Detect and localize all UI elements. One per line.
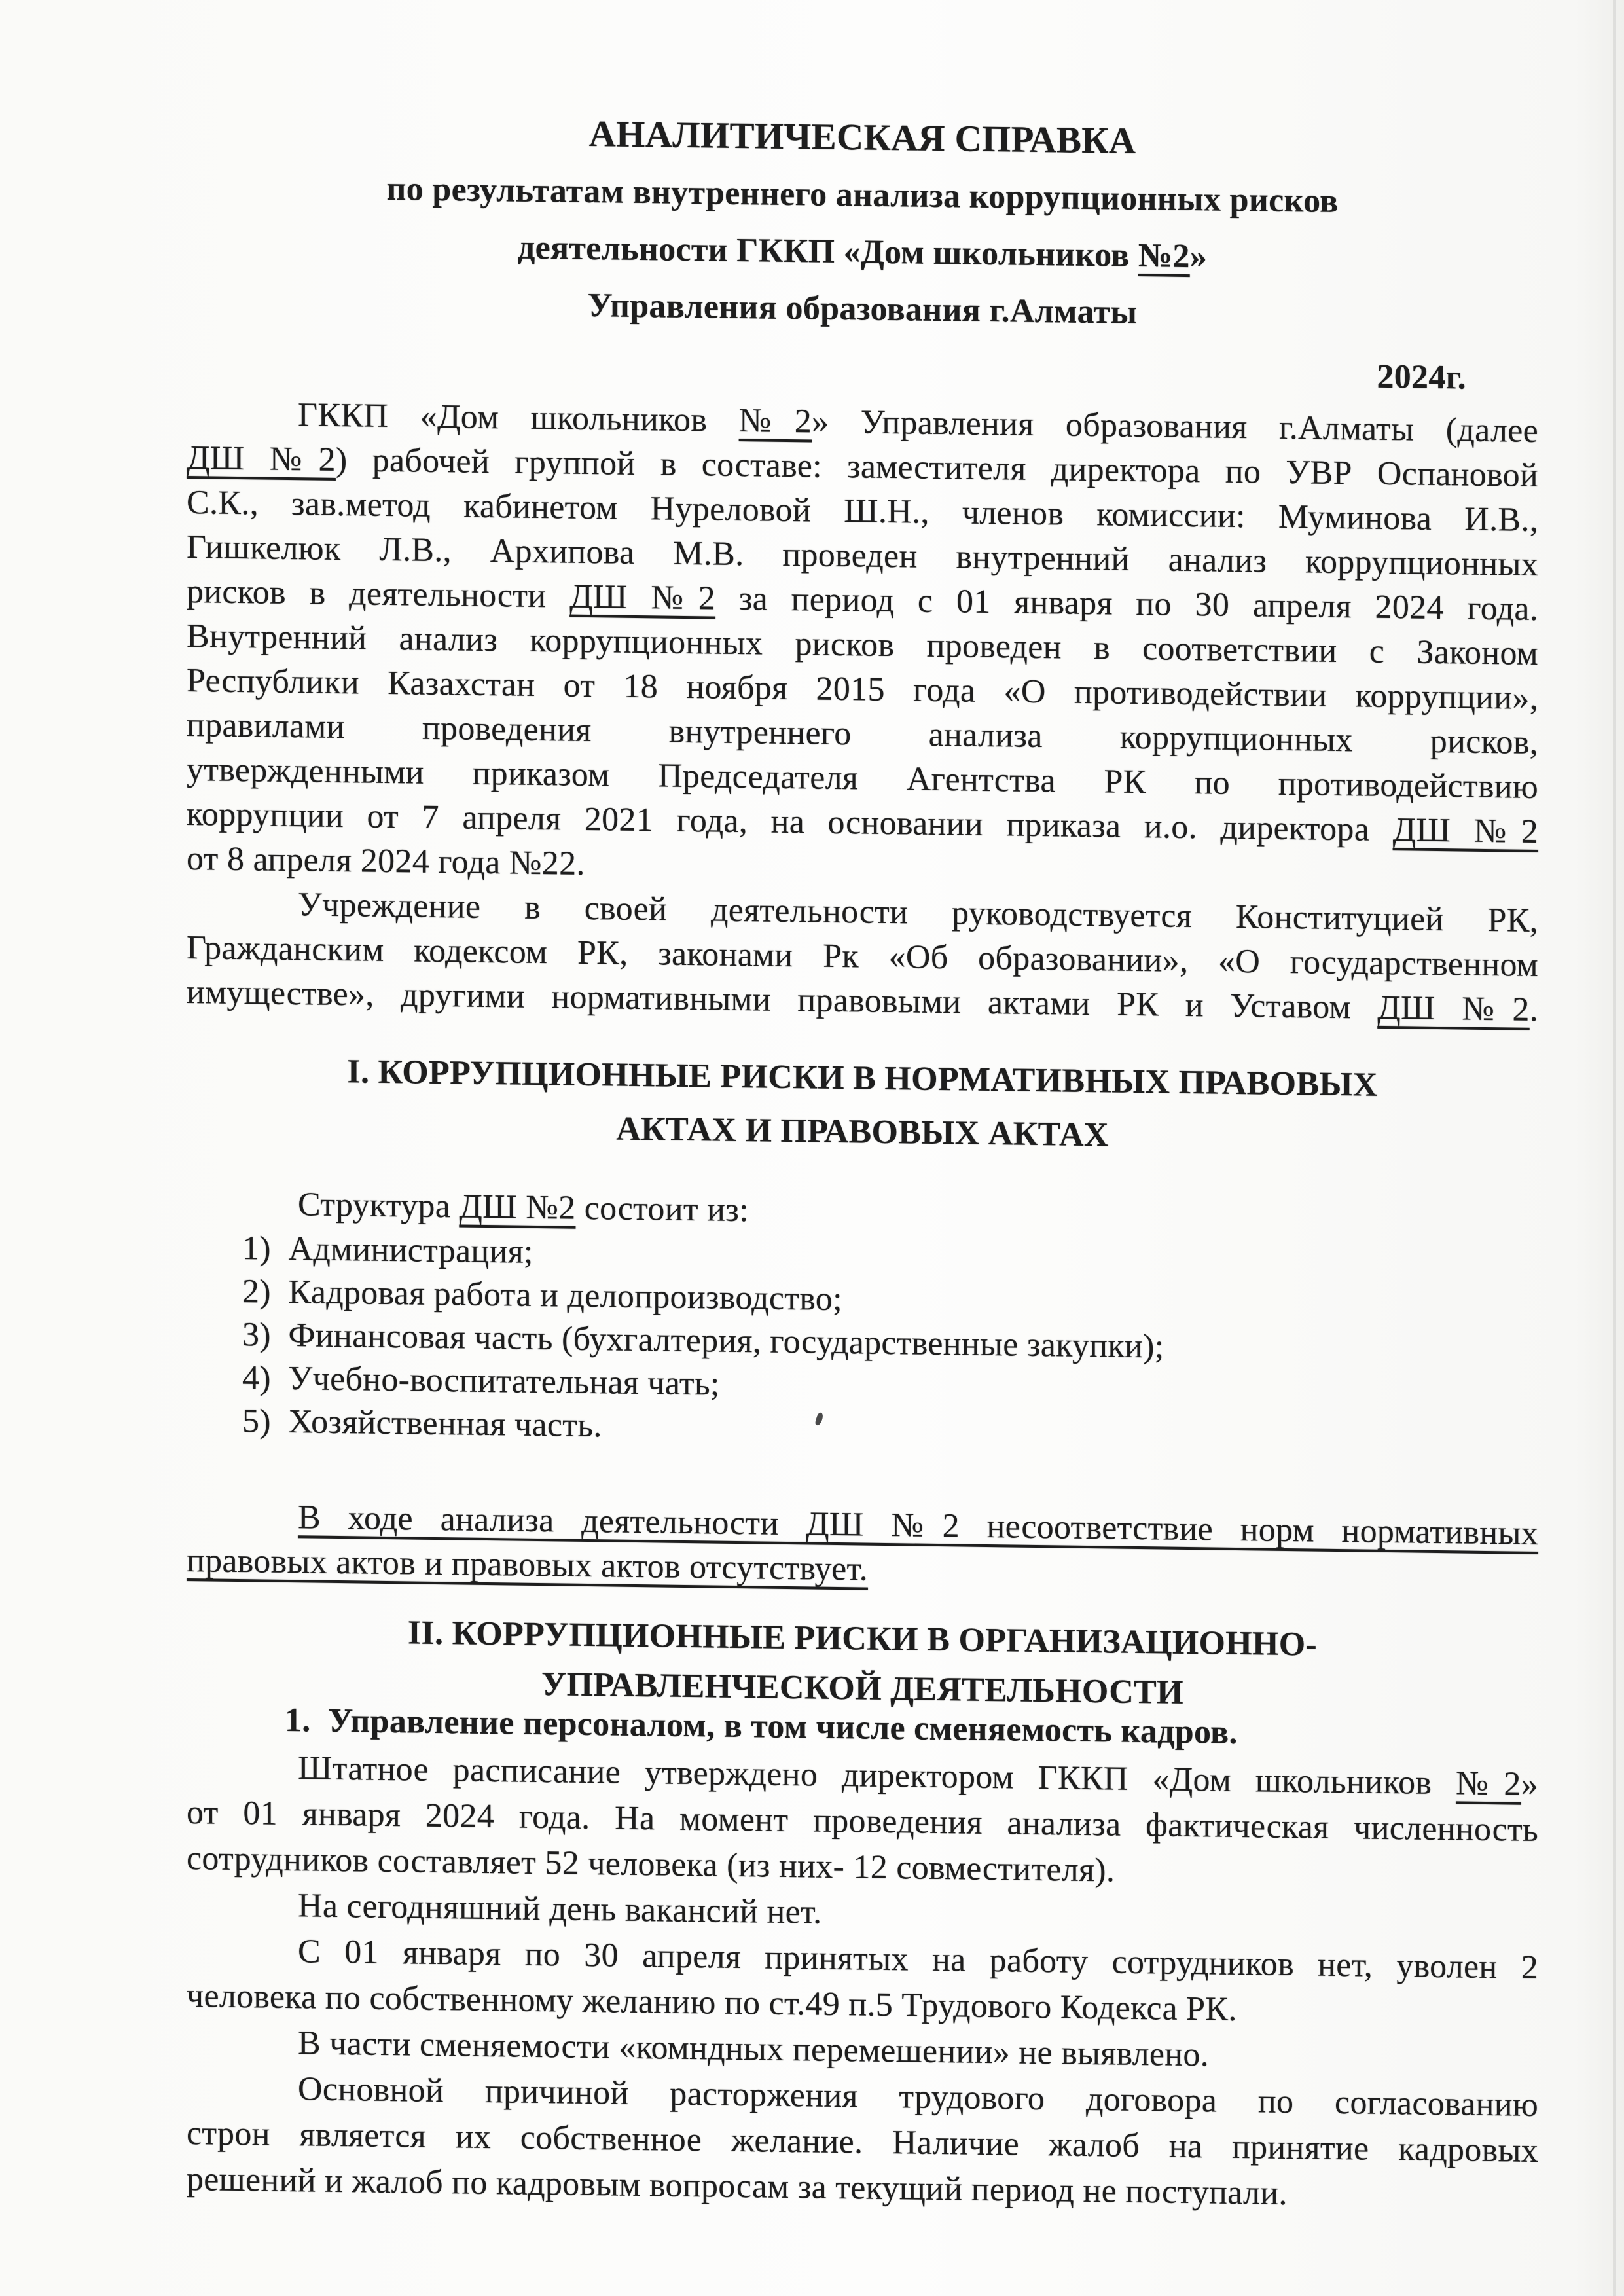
text-segment: 3) Финансовая часть (бухгалтерия, государственные закупки);: [242, 1316, 1164, 1366]
text-segment: » Управления образования г.Алматы (далее: [812, 403, 1538, 450]
text-segment: АКТАХ И ПРАВОВЫХ АКТАХ: [616, 1110, 1109, 1154]
text-segment: №2: [1456, 1764, 1521, 1803]
section1-heading-line-2: [187, 1102, 1538, 1162]
text-segment: имуществе», другими нормативными правовыми актами РК и Уставом: [187, 974, 1378, 1027]
text-segment: »: [1521, 1765, 1538, 1804]
text-segment: Штатное расписание утверждено директором ГККП «Дом школьников: [298, 1749, 1456, 1802]
year-line: [187, 340, 1538, 400]
text-segment: »: [1189, 238, 1208, 276]
text-segment: II. КОРРУПЦИОННЫЕ РИСКИ В ОРГАНИЗАЦИОННО-: [407, 1614, 1318, 1664]
text-segment: Структура: [298, 1186, 460, 1226]
text-segment: №2: [1138, 237, 1190, 276]
text-segment: С 01 января по 30 апреля принятых на работу сотрудников нет, уволен 2: [298, 1933, 1538, 1987]
text-segment: На сегодняшний день вакансий нет.: [298, 1887, 822, 1931]
text-segment: С.К., зав.метод кабинетом Нуреловой Ш.Н., членов комиссии: Муминова И.В.,: [187, 484, 1538, 539]
text-segment: состоит из:: [575, 1189, 749, 1230]
text-segment: Учреждение в своей деятельности руководствуется Конституцией РК,: [298, 886, 1538, 940]
text-segment: человека по собственному желанию по ст.49 п.5 Трудового Кодекса РК.: [187, 1977, 1237, 2029]
text-segment: ДШ №2: [187, 439, 336, 479]
text-segment: В ходе анализа деятельности ДШ №2 несоответствие норм нормативных: [298, 1499, 1538, 1553]
text-segment: УПРАВЛЕНЧЕСКОЙ ДЕЯТЕЛЬНОСТИ: [541, 1666, 1183, 1711]
text-segment: по результатам внутреннего анализа коррупционных рисков: [386, 170, 1339, 221]
subtitle-line-3: [187, 280, 1538, 339]
text-segment: утвержденными приказом Председателя Агентства РК по противодействию: [187, 751, 1538, 807]
text-segment: сотрудников составляет 52 человека (из них- 12 совместителя).: [187, 1840, 1115, 1889]
text-segment: ГККП «Дом школьников: [298, 396, 739, 440]
subtitle-line-2: [187, 223, 1538, 282]
text-segment: от 01 января 2024 года. На момент проведения анализа фактическая численность: [187, 1794, 1538, 1850]
scanner-edge-shadow: [1613, 0, 1616, 2296]
text-segment: .: [1529, 991, 1539, 1029]
text-segment: от 8 апреля 2024 года №22.: [187, 840, 585, 883]
text-segment: ДШ №2: [459, 1188, 576, 1227]
text-segment: Гражданским кодексом РК, законами Рк «Об образовании», «О государственном: [187, 929, 1538, 985]
document-content: [187, 98, 1538, 2250]
text-segment: за период с 01 января по 30 апреля 2024 года.: [715, 579, 1539, 629]
text-segment: коррупции от 7 апреля 2021 года, на основании приказа и.о. директора: [187, 795, 1393, 849]
text-segment: решений и жалоб по кадровым вопросам за текущий период не поступали.: [187, 2160, 1288, 2213]
text-segment: ДШ №2: [1392, 811, 1538, 851]
text-segment: правовых актов и правовых актов отсутствует.: [187, 1542, 868, 1588]
text-segment: 2024г.: [1377, 357, 1466, 397]
text-segment: I. КОРРУПЦИОННЫЕ РИСКИ В НОРМАТИВНЫХ ПРАВОВЫХ: [347, 1053, 1378, 1104]
text-segment: В части сменяемости «комндных перемешении» не выявлено.: [298, 2024, 1209, 2074]
text-segment: рисков в деятельности: [187, 573, 570, 615]
text-segment: правилами проведения внутреннего анализа коррупционных рисков,: [187, 706, 1538, 762]
text-segment: ) рабочей группой в составе: заместителя директора по УВР Оспановой: [335, 441, 1538, 495]
text-segment: №2: [738, 402, 812, 441]
text-segment: Управления образования г.Алматы: [587, 287, 1138, 332]
subtitle-line-1: [187, 166, 1538, 225]
text-segment: АНАЛИТИЧЕСКАЯ СПРАВКА: [588, 113, 1136, 162]
text-segment: Гишкелюк Л.В., Архипова М.В. проведен внутренний анализ коррупционных: [187, 528, 1538, 584]
section1-heading-line-1: [187, 1049, 1538, 1108]
text-segment: 2) Кадровая работа и делопроизводство;: [242, 1273, 842, 1319]
text-segment: ДШ №2: [569, 577, 716, 617]
text-segment: строн является их собственное желание. Наличие жалоб на принятие кадровых: [187, 2115, 1538, 2170]
text-segment: ДШ №2: [1377, 989, 1530, 1029]
text-segment: 4) Учебно-воспитательная чать;: [242, 1359, 720, 1403]
text-segment: Республики Казахстан от 18 ноября 2015 года «О противодействии коррупции»,: [187, 662, 1538, 718]
text-segment: 1) Администрация;: [242, 1230, 533, 1271]
text-segment: 5) Хозяйственная часть.: [242, 1402, 602, 1445]
document-title: [187, 108, 1538, 168]
text-segment: Внутренний анализ коррупционных рисков проведен в соответствии с Законом: [187, 617, 1538, 673]
section2-heading-line-1: [187, 1609, 1538, 1669]
text-segment: деятельности ГККП «Дом школьников: [517, 228, 1138, 275]
text-segment: Основной причиной расторжения трудового договора по согласованию: [298, 2070, 1538, 2124]
text-segment: 1. Управление персоналом, в том числе сменяемость кадров.: [285, 1701, 1238, 1752]
